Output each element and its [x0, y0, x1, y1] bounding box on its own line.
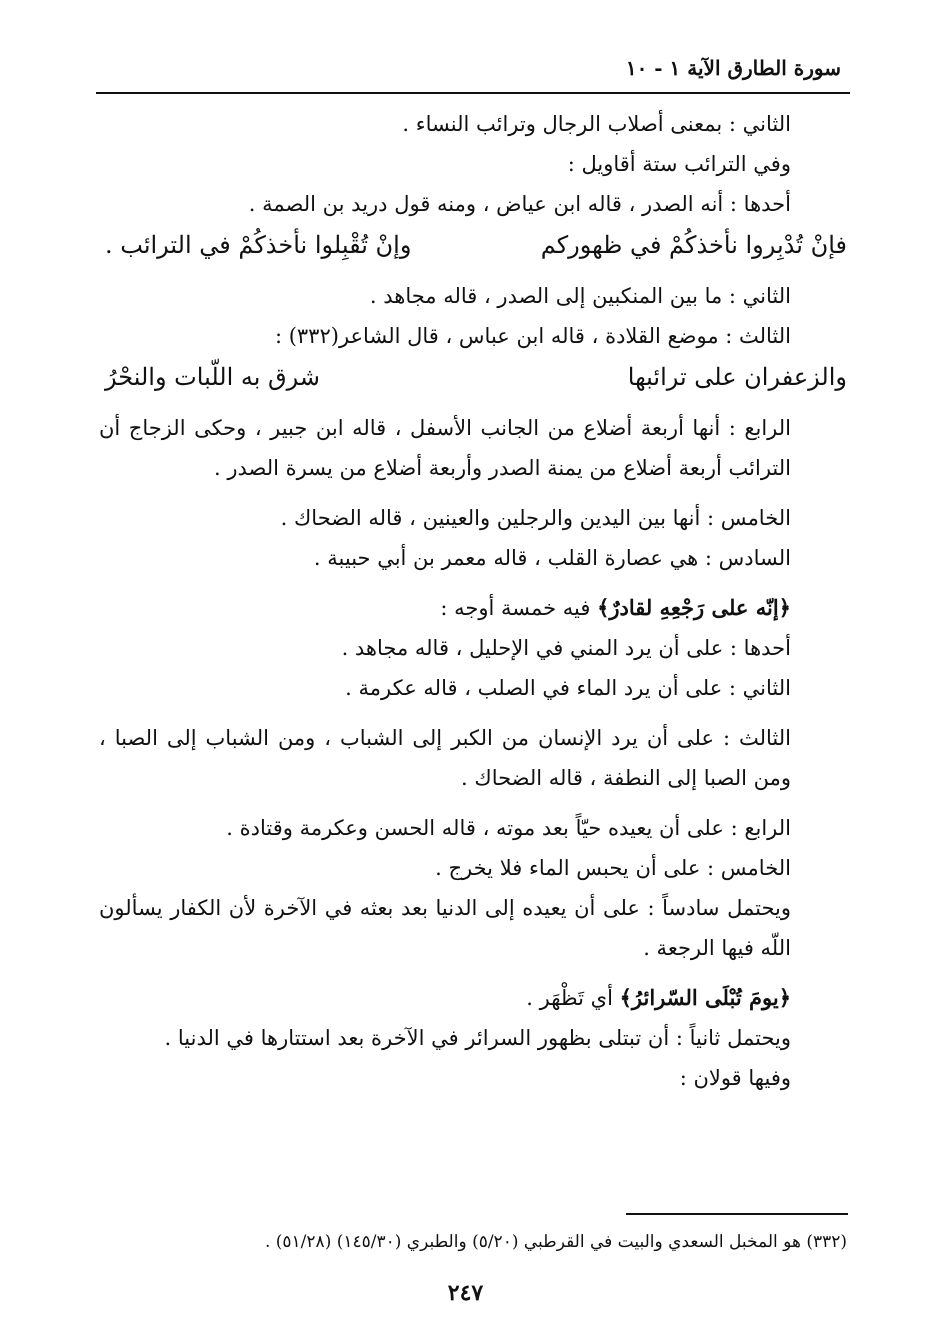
- text-line: الخامس : على أن يحبس الماء فلا يخرج .: [435, 856, 791, 880]
- page-number: ٢٤٧: [447, 1280, 484, 1306]
- footnote-rule: [626, 1213, 848, 1215]
- text-span: فيه خمسة أوجه :: [440, 596, 598, 620]
- text-line: الرابع : على أن يعيده حيّاً بعد موته ، قاله الحسن وعكرمة وقتادة .: [226, 816, 791, 840]
- footnote: (٣٣٢) هو المخبل السعدي والبيت في القرطبي (٥/٢٠) والطبري (١٤٥/٣٠) (٥١/٢٨) .: [264, 1232, 847, 1252]
- text-line: أحدها : على أن يرد المني في الإحليل ، قاله مجاهد .: [341, 636, 791, 660]
- quran-quote: ﴿إنّه على رَجْعِهِ لقادرٌ﴾: [597, 595, 791, 620]
- paragraph: ويحتمل سادساً : على أن يعيده إلى الدنيا بعد بعثه في الآخرة لأن الكفار يسألون اللّه فيها الرجعة .: [99, 896, 791, 960]
- text-line: وفيها قولان :: [679, 1066, 791, 1090]
- verse-first-hemistich: والزعفران على ترائبها: [627, 363, 847, 391]
- text-line: الثاني : بمعنى أصلاب الرجال وترائب النساء .: [402, 112, 791, 136]
- text-line: الثاني : على أن يرد الماء في الصلب ، قاله عكرمة .: [345, 676, 791, 700]
- text-line: [99, 588, 847, 628]
- verse-second-hemistich: شرق به اللّبات والنحْرُ: [105, 363, 321, 391]
- verse-second-hemistich: وإنْ تُقْبِلوا نأخذكُمْ في الترائب .: [105, 231, 412, 259]
- text-line: السادس : هي عصارة القلب ، قاله معمر بن أبي حبيبة .: [313, 546, 791, 570]
- poetry-verse: [99, 356, 847, 398]
- paragraph: الثالث : على أن يرد الإنسان من الكبر إلى الشباب ، ومن الشباب إلى الصبا ، ومن الصبا إلى النطفة ، قاله الضحاك .: [99, 726, 791, 790]
- paragraph: الرابع : أنها أربعة أضلاع من الجانب الأسفل ، قاله ابن جبير ، وحكى الزجاج أن الترائب أربعة أضلاع من يمنة الصدر وأربعة أضلاع من يسرة الصدر .: [99, 416, 791, 480]
- main-text: [99, 104, 847, 1098]
- text-line: ويحتمل ثانياً : أن تبتلى بظهور السرائر في الآخرة بعد استتارها في الدنيا .: [164, 1026, 791, 1050]
- poetry-verse: [99, 224, 847, 266]
- text-line: [99, 978, 847, 1018]
- text-line: وفي الترائب ستة أقاويل :: [567, 152, 791, 176]
- verse-first-hemistich: فإنْ تُدْبِروا نأخذكُمْ في ظهوركم: [540, 231, 847, 259]
- text-line: الخامس : أنها بين اليدين والرجلين والعينين ، قاله الضحاك .: [280, 506, 791, 530]
- header-rule: [96, 92, 850, 94]
- quran-quote: ﴿يومَ تُبْلَى السّرائرُ﴾: [619, 985, 791, 1010]
- text-line: الثالث : موضع القلادة ، قاله ابن عباس ، قال الشاعر(٣٣٢) :: [274, 324, 791, 348]
- running-header: سورة الطارق الآية ۱ - ۱۰: [625, 56, 841, 80]
- text-line: الثاني : ما بين المنكبين إلى الصدر ، قاله مجاهد .: [369, 284, 791, 308]
- text-span: أي تَظْهَر .: [526, 986, 620, 1010]
- text-line: أحدها : أنه الصدر ، قاله ابن عياض ، ومنه قول دريد بن الصمة .: [248, 192, 791, 216]
